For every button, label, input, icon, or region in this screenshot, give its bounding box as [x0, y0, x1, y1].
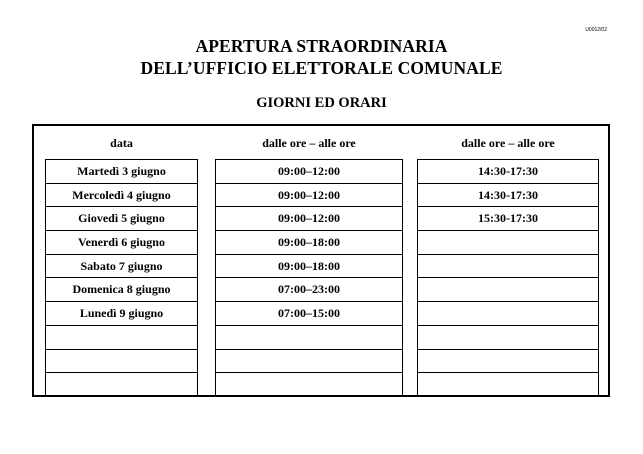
slot-2-cell [418, 231, 598, 255]
title-line-1: APERTURA STRAORDINARIA [195, 36, 448, 56]
slot-1-cell: 09:00–18:00 [216, 231, 402, 255]
date-cell [46, 326, 197, 350]
slot-2-cell: 14:30-17:30 [418, 184, 598, 208]
title-line-2: DELL’UFFICIO ELETTORALE COMUNALE [140, 58, 503, 78]
slot-2-cell [418, 373, 598, 397]
slot-2-cell [418, 302, 598, 326]
slot-1-cell: 07:00–15:00 [216, 302, 402, 326]
date-cell: Venerdì 6 giugno [46, 231, 197, 255]
date-cell [46, 373, 197, 397]
date-cell: Martedì 3 giugno [46, 160, 197, 184]
slot-1-cell [216, 326, 402, 350]
date-cell: Lunedì 9 giugno [46, 302, 197, 326]
slot-2-cell [418, 255, 598, 279]
slot-2-cell [418, 350, 598, 374]
slot-1-cell: 09:00–12:00 [216, 160, 402, 184]
slot-1-cell: 09:00–12:00 [216, 184, 402, 208]
date-cell: Mercoledì 4 giugno [46, 184, 197, 208]
slot-2-cell [418, 326, 598, 350]
date-cell: Giovedì 5 giugno [46, 207, 197, 231]
slot-1-cell [216, 350, 402, 374]
slot-1-cell: 09:00–12:00 [216, 207, 402, 231]
date-cell: Sabato 7 giugno [46, 255, 197, 279]
slot-1-cell: 09:00–18:00 [216, 255, 402, 279]
slot-2-column [417, 159, 599, 396]
date-cell: Domenica 8 giugno [46, 278, 197, 302]
header-date: data [110, 136, 133, 150]
date-cell [46, 350, 197, 374]
header-slot-1: dalle ore – alle ore [262, 136, 356, 150]
date-column [45, 159, 198, 396]
slot-2-cell: 14:30-17:30 [418, 160, 598, 184]
document-code: U0012/02 [585, 27, 607, 33]
slot-2-cell [418, 278, 598, 302]
header-slot-2: dalle ore – alle ore [461, 136, 555, 150]
slot-1-cell: 07:00–23:00 [216, 278, 402, 302]
subtitle: GIORNI ED ORARI [256, 95, 387, 111]
slot-1-cell [216, 373, 402, 397]
slot-1-column [215, 159, 403, 396]
slot-2-cell: 15:30-17:30 [418, 207, 598, 231]
